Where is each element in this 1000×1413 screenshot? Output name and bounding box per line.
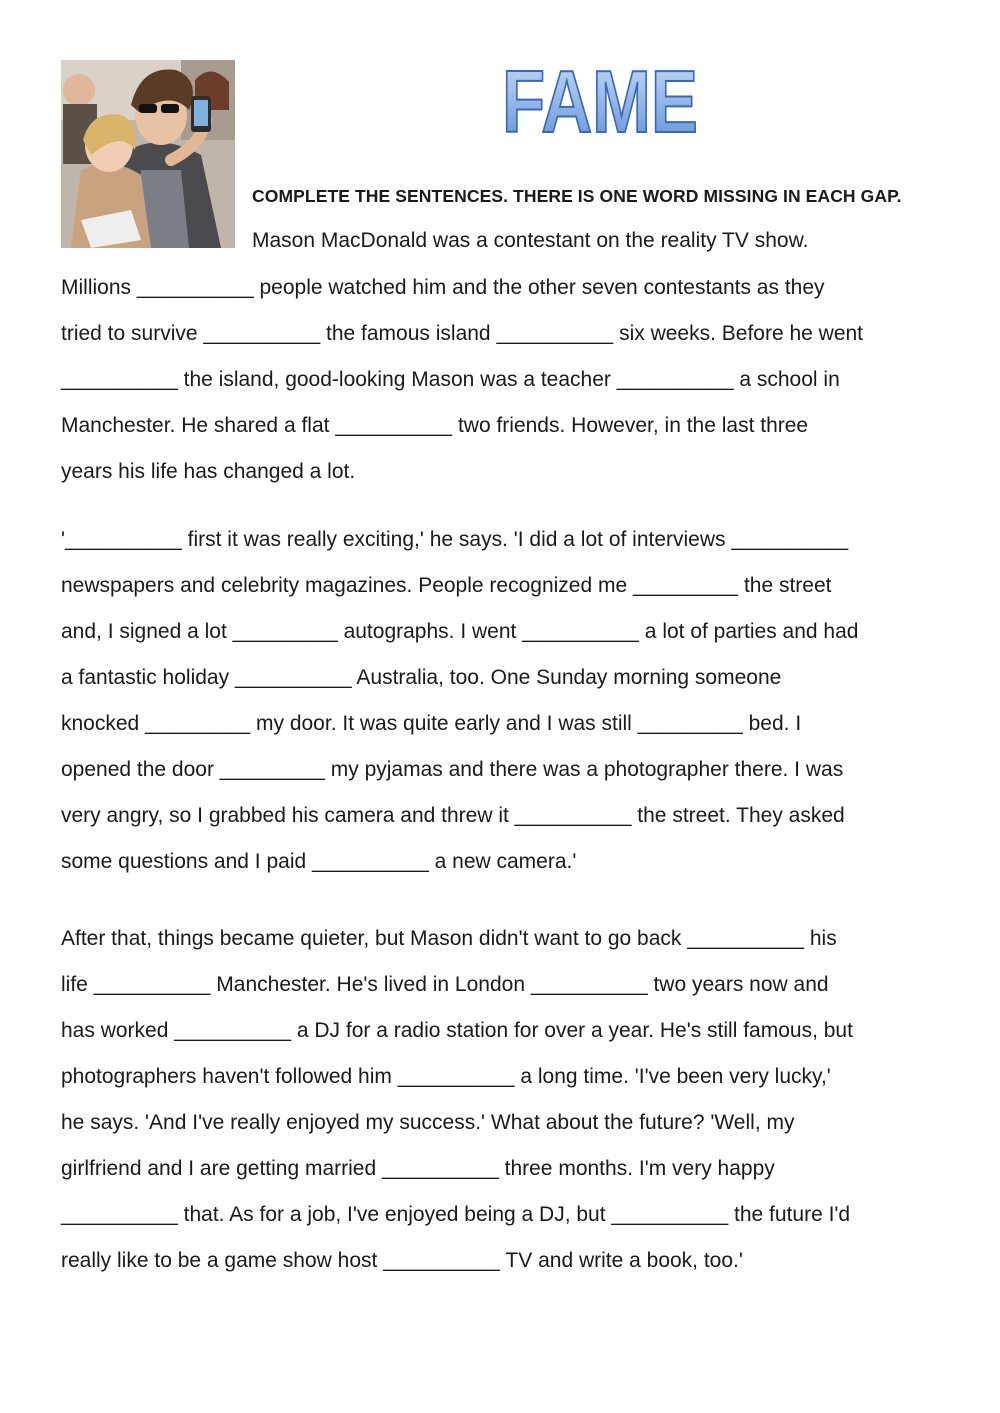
text-line: Millions __________ people watched him and the other seven contestants as they (61, 276, 825, 299)
page-title (480, 50, 720, 150)
text-line: he says. 'And I've really enjoyed my success.' What about the future? 'Well, my (61, 1111, 795, 1134)
text-line: Mason MacDonald was a contestant on the reality TV show. (252, 229, 809, 252)
title-text: FAME (502, 52, 698, 151)
text-line: girlfriend and I are getting married __________ three months. I'm very happy (61, 1157, 775, 1180)
text-line: some questions and I paid __________ a new camera.' (61, 850, 577, 873)
text-line: photographers haven't followed him __________ a long time. 'I've been very lucky,' (61, 1065, 831, 1088)
celebrity-selfie-photo (61, 60, 235, 248)
text-line: After that, things became quieter, but Mason didn't want to go back __________ his (61, 927, 837, 950)
text-line: really like to be a game show host __________ TV and write a book, too.' (61, 1249, 743, 1272)
text-line: and, I signed a lot _________ autographs. I went __________ a lot of parties and had (61, 620, 859, 643)
text-line: '__________ first it was really exciting,' he says. 'I did a lot of interviews __________ (61, 528, 849, 551)
text-line: opened the door _________ my pyjamas and there was a photographer there. I was (61, 758, 844, 781)
text-line: __________ that. As for a job, I've enjoyed being a DJ, but __________ the future I'd (61, 1203, 851, 1226)
text-line: very angry, so I grabbed his camera and threw it __________ the street. They asked (61, 804, 845, 827)
text-line: years his life has changed a lot. (61, 460, 356, 483)
instruction-heading: COMPLETE THE SENTENCES. THERE IS ONE WORD MISSING IN EACH GAP. (252, 186, 902, 206)
text-line: a fantastic holiday __________ Australia, too. One Sunday morning someone (61, 666, 782, 689)
text-line: __________ the island, good-looking Mason was a teacher __________ a school in (61, 368, 840, 391)
text-line: knocked _________ my door. It was quite early and I was still _________ bed. I (61, 712, 802, 735)
text-line: Manchester. He shared a flat __________ two friends. However, in the last three (61, 414, 809, 437)
text-line: newspapers and celebrity magazines. People recognized me _________ the street (61, 574, 832, 597)
text-line: life __________ Manchester. He's lived in London __________ two years now and (61, 973, 829, 996)
text-line: tried to survive __________ the famous island __________ six weeks. Before he went (61, 322, 864, 345)
text-line: has worked __________ a DJ for a radio station for over a year. He's still famous, but (61, 1019, 853, 1042)
